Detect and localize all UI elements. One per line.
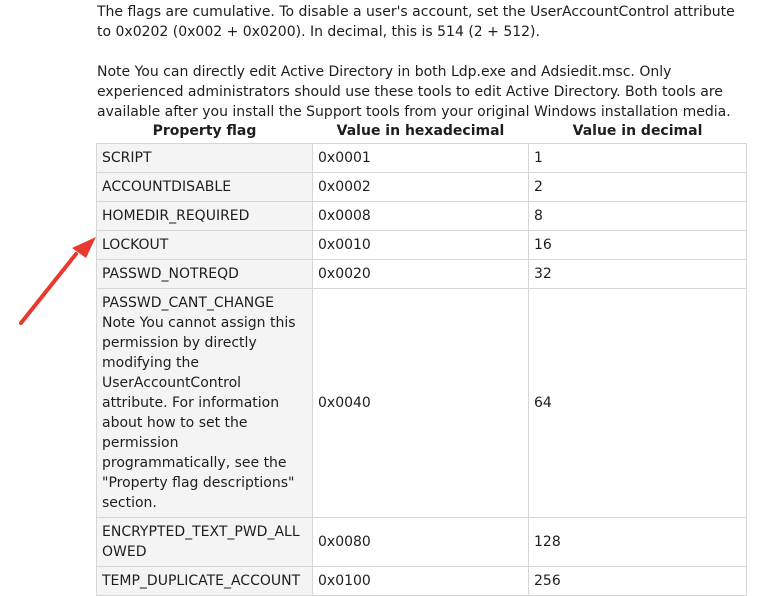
- hex-value-cell: 0x0080: [313, 518, 529, 567]
- flag-name: PASSWD_CANT_CHANGE: [102, 295, 274, 311]
- property-flags-table: [96, 121, 747, 596]
- table-row: [97, 289, 747, 518]
- hex-value-cell: 0x0008: [313, 202, 529, 231]
- flag-note: Note You cannot assign this permission by directly modifying the UserAccountControl attribute. For information about how to set the permission programmatically, see the "Property flag descriptions" section.: [102, 315, 296, 511]
- table-row: [97, 173, 747, 202]
- table-row: [97, 231, 747, 260]
- flag-name: TEMP_DUPLICATE_ACCOUNT: [102, 573, 301, 589]
- decimal-value-cell: 8: [529, 202, 747, 231]
- flag-cell: [97, 231, 313, 260]
- decimal-value-cell: 256: [529, 567, 747, 596]
- table-row: [97, 260, 747, 289]
- decimal-value-cell: 32: [529, 260, 747, 289]
- hex-value-cell: 0x0100: [313, 567, 529, 596]
- header-value-decimal: Value in decimal: [572, 123, 703, 139]
- hex-value-cell: 0x0020: [313, 260, 529, 289]
- decimal-value-cell: 128: [529, 518, 747, 567]
- flag-cell: [97, 144, 313, 173]
- flag-cell: [97, 567, 313, 596]
- hex-value-cell: 0x0002: [313, 173, 529, 202]
- note-paragraph: Note You can directly edit Active Directory in both Ldp.exe and Adsiedit.msc. Only experienced administrators should use these tools to edit Active Directory. Both tools are available after you install the Support tools from your original Windows installation media.: [97, 64, 731, 120]
- table-row: [97, 144, 747, 173]
- cumulative-paragraph: The flags are cumulative. To disable a user's account, set the UserAccountControl attribute to 0x0202 (0x002 + 0x0200). In decimal, this is 514 (2 + 512).: [97, 4, 735, 40]
- flag-name: ACCOUNTDISABLE: [102, 179, 232, 195]
- flag-cell: [97, 202, 313, 231]
- decimal-value-cell: 64: [529, 289, 747, 518]
- table-header-row: [97, 121, 747, 144]
- flag-name: HOMEDIR_REQUIRED: [102, 208, 250, 224]
- decimal-value-cell: 1: [529, 144, 747, 173]
- hex-value-cell: 0x0010: [313, 231, 529, 260]
- flag-cell: [97, 518, 313, 567]
- flag-cell: [97, 289, 313, 518]
- arrow-head: [72, 237, 96, 258]
- flag-name: SCRIPT: [102, 150, 152, 166]
- header-property-flag: Property flag: [152, 123, 257, 139]
- table-row: [97, 202, 747, 231]
- flag-name: ENCRYPTED_TEXT_PWD_ALLOWED: [102, 524, 300, 560]
- flag-name: PASSWD_NOTREQD: [102, 266, 239, 282]
- flag-name: LOCKOUT: [102, 237, 169, 253]
- decimal-value-cell: 2: [529, 173, 747, 202]
- hex-value-cell: 0x0001: [313, 144, 529, 173]
- table-row: [97, 567, 747, 596]
- flag-cell: [97, 260, 313, 289]
- flag-cell: [97, 173, 313, 202]
- table-row: [97, 518, 747, 567]
- hex-value-cell: 0x0040: [313, 289, 529, 518]
- header-value-hex: Value in hexadecimal: [336, 123, 505, 139]
- decimal-value-cell: 16: [529, 231, 747, 260]
- arrow-shaft: [21, 254, 76, 323]
